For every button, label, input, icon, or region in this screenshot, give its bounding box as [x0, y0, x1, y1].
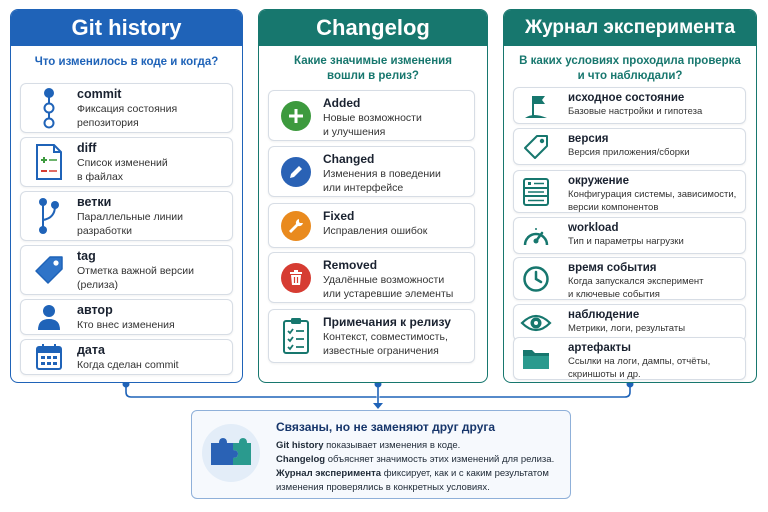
summary-title: Связаны, но не заменяют друг друга	[276, 420, 496, 434]
summary-line-bold: Changelog	[276, 454, 326, 465]
puzzle-icon	[202, 424, 260, 482]
summary-line-bold: Git history	[276, 440, 324, 451]
git-item-desc: Отметка важной версии	[77, 265, 194, 277]
experiment-item-title: наблюдение	[568, 309, 640, 321]
experiment-item-title: окружение	[568, 175, 629, 187]
experiment-item-desc: Когда запускался эксперимент	[568, 276, 704, 287]
changelog-item-desc: Контекст, совместимость,	[323, 331, 448, 343]
experiment-item-desc: Базовые настройки и гипотеза	[568, 106, 703, 117]
experiment-item-title: workload	[568, 222, 619, 234]
summary-line	[276, 440, 460, 451]
experiment-item-desc: и ключевые события	[568, 288, 660, 300]
calendar-icon	[21, 340, 77, 374]
folder-icon	[514, 338, 558, 379]
plus-icon	[269, 91, 323, 140]
git-item-author	[20, 299, 233, 335]
summary-line	[276, 482, 490, 493]
eye-icon	[514, 305, 558, 340]
checklist-icon	[269, 310, 323, 362]
git-item-desc: Когда сделан commit	[77, 359, 179, 371]
summary-line	[276, 468, 549, 479]
changelog-title: Changelog	[259, 10, 487, 46]
tag-icon	[21, 246, 77, 294]
wrench-icon	[269, 204, 323, 247]
git-item-title: автор	[77, 303, 113, 317]
git-item-tag	[20, 245, 233, 295]
git-item-diff	[20, 137, 233, 187]
branch-icon	[21, 192, 77, 240]
person-icon	[21, 300, 77, 334]
git-item-desc: Кто внес изменения	[77, 319, 175, 331]
changelog-question-line: Какие значимые изменения	[294, 55, 452, 67]
changelog-item-title: Changed	[323, 152, 375, 166]
git-item-desc: Параллельные линии	[77, 211, 184, 223]
changelog-panel	[258, 9, 488, 383]
experiment-item-title: артефакты	[568, 342, 631, 354]
changelog-item-desc: Новые возможности	[323, 112, 422, 124]
experiment-item-desc: Версия приложения/сборки	[568, 147, 690, 158]
git-item-title: дата	[77, 343, 105, 357]
experiment-item-title: версия	[568, 133, 609, 145]
experiment-item-environment	[513, 170, 746, 213]
experiment-item-version	[513, 128, 746, 165]
experiment-log-title: Журнал эксперимента	[504, 10, 756, 46]
changelog-item-desc: известные ограничения	[323, 345, 439, 357]
git-item-desc: репозитория	[77, 117, 139, 129]
changelog-item-removed	[268, 252, 475, 303]
changelog-item-desc: Удалённые возможности	[323, 274, 445, 286]
experiment-item-observation	[513, 304, 746, 341]
summary-line-text: фиксирует, как и с каким результатом	[381, 468, 549, 479]
experiment-item-desc: Метрики, логи, результаты	[568, 323, 686, 334]
experiment-item-title: время события	[568, 262, 657, 274]
git-item-date	[20, 339, 233, 375]
changelog-item-title: Removed	[323, 258, 378, 272]
git-item-title: commit	[77, 87, 122, 101]
git-history-title: Git history	[11, 10, 242, 46]
changelog-item-desc: Изменения в поведении	[323, 168, 441, 180]
git-history-question: Что изменилось в коде и когда?	[34, 56, 219, 68]
commit-graph-icon	[21, 84, 77, 132]
git-item-desc: Список изменений	[77, 157, 168, 169]
summary-line-text: объясняет значимость этих изменений для релиза.	[325, 454, 555, 465]
diff-file-icon	[21, 138, 77, 186]
changelog-item-fixed	[268, 203, 475, 248]
experiment-question-line: и что наблюдали?	[577, 70, 683, 82]
experiment-item-baseline	[513, 87, 746, 124]
experiment-item-desc: версии компонентов	[568, 201, 659, 213]
changelog-item-title: Fixed	[323, 209, 355, 223]
experiment-item-workload	[513, 217, 746, 254]
experiment-item-desc: Ссылки на логи, дампы, отчёты,	[568, 356, 711, 367]
changelog-item-desc: и улучшения	[323, 126, 386, 138]
changelog-item-desc: Исправления ошибок	[323, 225, 428, 237]
experiment-log-panel	[503, 9, 757, 383]
experiment-item-desc: скриншоты и др.	[568, 368, 641, 380]
experiment-log-question	[504, 54, 756, 86]
experiment-item-desc: Тип и параметры нагрузки	[568, 236, 684, 247]
gauge-icon	[514, 218, 558, 253]
summary-line-bold: Журнал эксперимента	[276, 468, 382, 479]
changelog-item-added	[268, 90, 475, 141]
server-icon	[514, 171, 558, 212]
flag-icon	[514, 88, 558, 123]
git-item-desc: в файлах	[77, 171, 124, 183]
experiment-item-desc: Конфигурация системы, зависимости,	[568, 189, 737, 200]
changelog-question	[259, 54, 487, 86]
experiment-item-title: исходное состояние	[568, 92, 685, 104]
summary-line-text: показывает изменения в коде.	[323, 440, 461, 451]
experiment-item-event-time	[513, 257, 746, 300]
changelog-question-line: вошли в релиз?	[327, 70, 419, 82]
changelog-item-desc: или интерфейсе	[323, 182, 404, 194]
git-item-title: ветки	[77, 195, 112, 209]
git-history-panel	[10, 9, 243, 383]
clock-icon	[514, 258, 558, 299]
pencil-icon	[269, 147, 323, 196]
changelog-item-title: Added	[323, 96, 361, 110]
git-item-branches	[20, 191, 233, 241]
git-item-title: tag	[77, 249, 96, 263]
git-item-desc: (релиза)	[77, 279, 118, 291]
trash-icon	[269, 253, 323, 302]
git-item-desc: Фиксация состояния	[77, 103, 178, 115]
tag-outline-icon	[514, 129, 558, 164]
git-item-title: diff	[77, 141, 97, 155]
changelog-item-release-notes	[268, 309, 475, 363]
summary-box	[191, 410, 571, 499]
summary-line	[276, 454, 554, 465]
summary-line-text: изменения проверялись в конкретных условиях.	[276, 482, 490, 493]
experiment-item-artifacts	[513, 337, 746, 380]
git-item-commit	[20, 83, 233, 133]
changelog-item-desc: или устаревшие элементы	[323, 288, 454, 300]
changelog-item-changed	[268, 146, 475, 197]
changelog-item-title: Примечания к релизу	[323, 315, 451, 329]
experiment-question-line: В каких условиях проходила проверка	[519, 55, 741, 67]
git-item-desc: разработки	[77, 225, 132, 237]
